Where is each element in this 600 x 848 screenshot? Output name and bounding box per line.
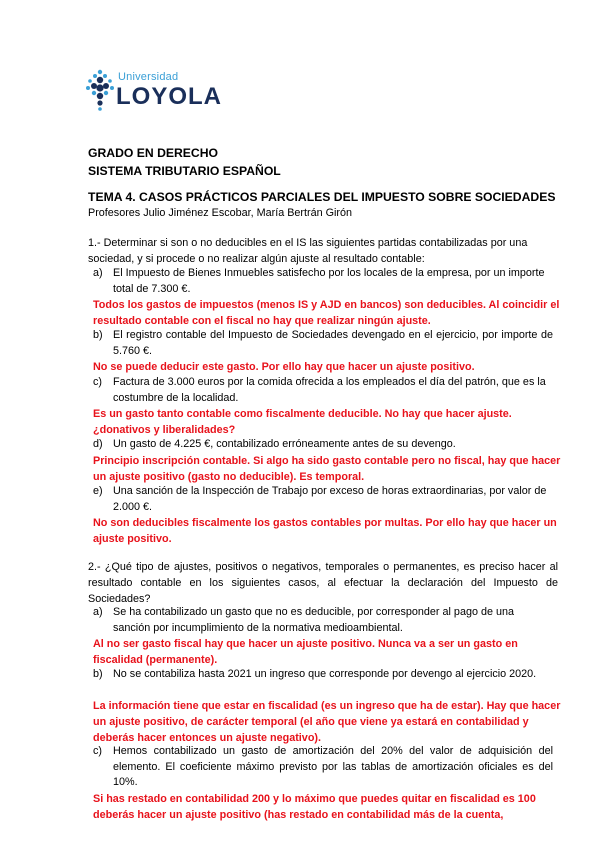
professors: Profesores Julio Jiménez Escobar, María Bertrán Girón [88,207,353,219]
q1-answer-c: Es un gasto tanto contable como fiscalmente deducible. No hay que hacer ajuste. ¿donativos y liberalidades? [93,408,512,436]
item-text: Una sanción de la Inspección de Trabajo por exceso de horas extraordinarias, por valor de 2.000 €. [113,485,547,513]
course-title: SISTEMA TRIBUTARIO ESPAÑOL [88,164,281,178]
q1-item-b [93,328,553,359]
degree-title: GRADO EN DERECHO [88,146,219,160]
q2-answer-b: La información tiene que estar en fiscalidad (es un ingreso que ha de estar). Hay que hacer un ajuste positivo, de carácter temporal (el año que viene ya estará en contabilidad y deberás hacer entonces un ajuste negativo). [93,700,561,744]
q1-answer-b: No se puede deducir este gasto. Por ello hay que hacer un ajuste positivo. [93,361,475,373]
q2-item-b [93,667,553,683]
q1-item-e [93,484,553,515]
item-label: a) [93,267,103,279]
q2-answer-a: Al no ser gasto fiscal hay que hacer un ajuste positivo. Nunca va a ser un gasto en fiscalidad (permanente). [93,638,518,666]
loyola-cross-icon [84,68,116,112]
q1-answer-a: Todos los gastos de impuestos (menos IS y AJD en bancos) son deducibles. Al coincidir el resultado contable con el fiscal no hay que realizar ningún ajuste. [93,299,560,327]
item-label: b) [93,668,103,680]
university-logo [84,68,254,120]
q2-answer-c: Si has restado en contabilidad 200 y lo máximo que puedes quitar en fiscalidad es 100 deberás hacer un ajuste positivo (has restado en contabilidad más de la cuenta, [93,793,536,821]
item-label: b) [93,329,103,341]
q1-item-a [93,266,553,297]
q1-intro: 1.- Determinar si son o no deducibles en el IS las siguientes partidas contabilizadas por una sociedad, y si procede o no realizar algún ajuste al resultado contable: [88,237,528,265]
topic-title: TEMA 4. CASOS PRÁCTICOS PARCIALES DEL IMPUESTO SOBRE SOCIEDADES [88,190,556,204]
item-label: c) [93,745,102,757]
item-label: d) [93,438,103,450]
item-text: Factura de 3.000 euros por la comida ofrecida a los empleados el día del patrón, que es la costumbre de la localidad. [113,376,546,404]
item-text: El registro contable del Impuesto de Sociedades devengado en el ejercicio, por importe de 5.760 €. [113,329,553,357]
logo-big-text: LOYOLA [116,83,222,110]
q2-item-a [93,605,553,636]
item-label: a) [93,606,103,618]
item-text: Un gasto de 4.225 €, contabilizado erróneamente antes de su devengo. [113,438,456,450]
q2-item-c [93,744,553,791]
item-text: Hemos contabilizado un gasto de amortización del 20% del valor de adquisición del elemento. El coeficiente máximo previsto por las tablas de amortización oficiales es del 10%. [113,745,553,788]
item-text: Se ha contabilizado un gasto que no es deducible, por corresponder al pago de una sanción por incumplimiento de la normativa medioambiental. [113,606,514,634]
q1-answer-d: Principio inscripción contable. Si algo ha sido gasto contable pero no fiscal, hay que hacer un ajuste positivo (gasto no deducible). Es temporal. [93,455,561,483]
item-text: No se contabiliza hasta 2021 un ingreso que corresponde por devengo al ejercicio 2020. [113,668,537,680]
q1-item-d [93,437,553,453]
q1-item-c [93,375,553,406]
q2-intro: 2.- ¿Qué tipo de ajustes, positivos o negativos, temporales o permanentes, es preciso hacer al resultado contable en los siguientes casos, al efectuar la declaración del Impuesto de Sociedades? [88,561,558,605]
q1-answer-e: No son deducibles fiscalmente los gastos contables por multas. Por ello hay que hacer un ajuste positivo. [93,517,557,545]
logo-small-text: Universidad [118,71,179,83]
item-label: c) [93,376,102,388]
item-text: El Impuesto de Bienes Inmuebles satisfecho por los locales de la empresa, por un importe total de 7.300 €. [113,267,545,295]
item-label: e) [93,485,103,497]
